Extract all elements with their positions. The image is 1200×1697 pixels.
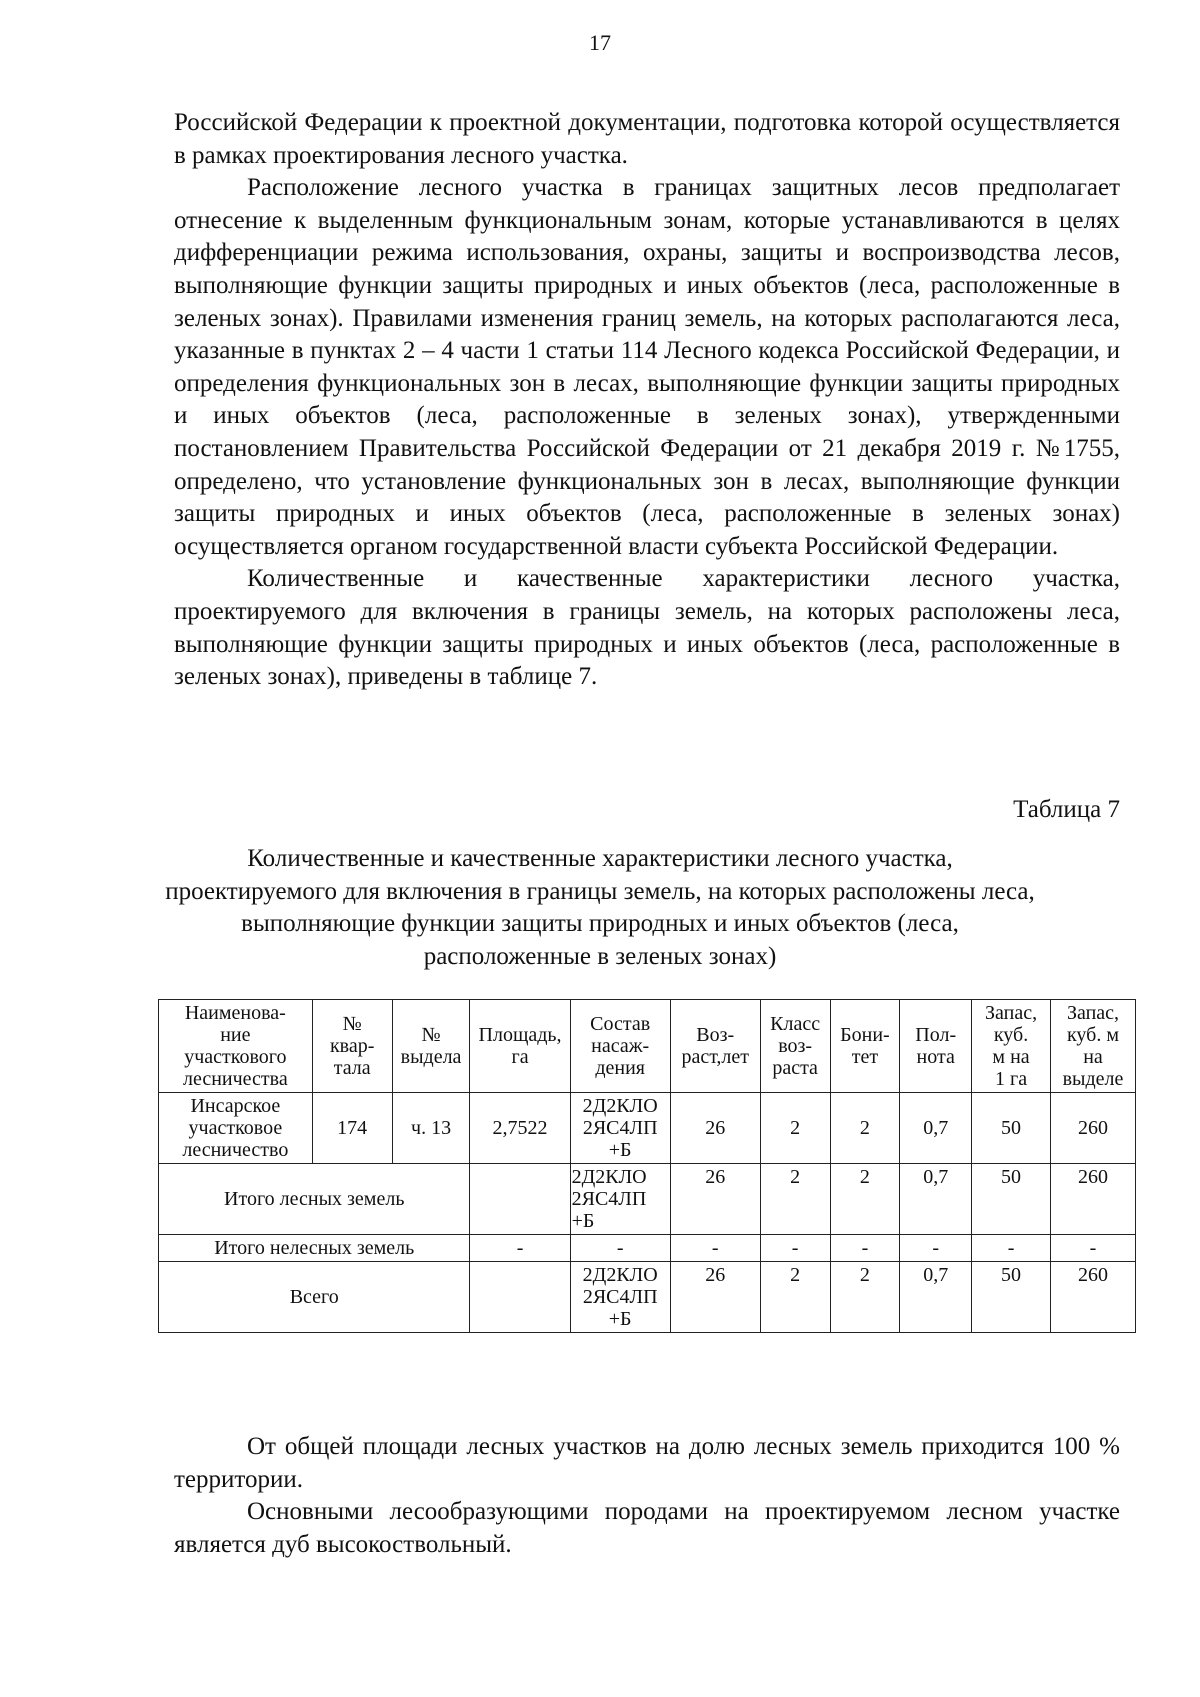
- table-row-forest-total: [159, 1164, 1136, 1235]
- cell-area: 2,7522: [470, 1093, 570, 1164]
- cell-area: [470, 1262, 570, 1333]
- paragraph: Российской Федерации к проектной документации, подготовка которой осуществляется в рамках проектирования лесного участка.: [174, 109, 1120, 169]
- cell-age: 26: [670, 1093, 760, 1164]
- cell-vydel: ч. 13: [392, 1093, 470, 1164]
- body-text-top: [174, 107, 1120, 694]
- cell-bonitet: 2: [830, 1164, 900, 1235]
- paragraph: От общей площади лесных участков на долю лесных земель приходится 100 % территории.: [174, 1433, 1120, 1493]
- cell-polnota: -: [900, 1235, 972, 1262]
- body-text-bottom: [174, 1431, 1120, 1561]
- paragraph: Количественные и качественные характеристики лесного участка, проектируемого для включения в границы земель, на которых расположены леса, выполняющие функции защиты природных и иных объектов (леса, расположенные в зеленых зонах), приведены в таблице 7.: [174, 565, 1120, 691]
- header-polnota: Пол- нота: [900, 1000, 972, 1093]
- cell-age-class: -: [760, 1235, 830, 1262]
- cell-polnota: 0,7: [900, 1262, 972, 1333]
- cell-stock-ha: 50: [972, 1262, 1051, 1333]
- cell-bonitet: 2: [830, 1093, 900, 1164]
- cell-label: Итого нелесных земель: [159, 1235, 470, 1262]
- cell-composition: 2Д2КЛО 2ЯС4ЛП +Б: [570, 1164, 670, 1235]
- header-age: Воз- раст,лет: [670, 1000, 760, 1093]
- header-bonitet: Бони- тет: [830, 1000, 900, 1093]
- header-stock-ha: Запас, куб. м на 1 га: [972, 1000, 1051, 1093]
- header-age-class: Класс воз- раста: [760, 1000, 830, 1093]
- cell-forestry: Инсарское участковое лесничество: [159, 1093, 313, 1164]
- cell-age-class: 2: [760, 1164, 830, 1235]
- cell-area: -: [470, 1235, 570, 1262]
- cell-stock-total: 260: [1050, 1093, 1135, 1164]
- table-row-nonforest-total: [159, 1235, 1136, 1262]
- cell-stock-total: 260: [1050, 1262, 1135, 1333]
- cell-stock-ha: 50: [972, 1093, 1051, 1164]
- cell-age: 26: [670, 1164, 760, 1235]
- header-composition: Состав насаж- дения: [570, 1000, 670, 1093]
- header-kvartal: № квар- тала: [312, 1000, 392, 1093]
- cell-area: [470, 1164, 570, 1235]
- cell-age-class: 2: [760, 1093, 830, 1164]
- table-title: Количественные и качественные характеристики лесного участка, проектируемого для включения в границы земель, на которых расположены леса, выполняющие функции защиты природных и иных объектов (леса, расположенные в зеленых зонах): [165, 845, 1035, 970]
- table-row-grand-total: [159, 1262, 1136, 1333]
- header-forestry: Наименова- ние участкового лесничества: [159, 1000, 313, 1093]
- paragraph: Основными лесообразующими породами на проектируемом лесном участке является дуб высокоствольный.: [174, 1498, 1120, 1558]
- cell-stock-ha: 50: [972, 1164, 1051, 1235]
- header-vydel: № выдела: [392, 1000, 470, 1093]
- cell-age-class: 2: [760, 1262, 830, 1333]
- cell-age: 26: [670, 1262, 760, 1333]
- cell-polnota: 0,7: [900, 1164, 972, 1235]
- cell-label: Всего: [159, 1262, 470, 1333]
- header-stock-total: Запас, куб. м на выделе: [1050, 1000, 1135, 1093]
- table-label: Таблица 7: [1013, 796, 1120, 823]
- cell-bonitet: -: [830, 1235, 900, 1262]
- cell-stock-total: -: [1050, 1235, 1135, 1262]
- cell-composition: 2Д2КЛО 2ЯС4ЛП +Б: [570, 1093, 670, 1164]
- table-header-row: [159, 1000, 1136, 1093]
- cell-composition: -: [570, 1235, 670, 1262]
- header-area: Площадь, га: [470, 1000, 570, 1093]
- cell-label: Итого лесных земель: [159, 1164, 470, 1235]
- cell-bonitet: 2: [830, 1262, 900, 1333]
- cell-polnota: 0,7: [900, 1093, 972, 1164]
- page-number: 17: [589, 30, 611, 55]
- cell-stock-total: 260: [1050, 1164, 1135, 1235]
- table-row: [159, 1093, 1136, 1164]
- cell-stock-ha: -: [972, 1235, 1051, 1262]
- cell-composition: 2Д2КЛО 2ЯС4ЛП +Б: [570, 1262, 670, 1333]
- cell-age: -: [670, 1235, 760, 1262]
- forest-characteristics-table: [158, 999, 1136, 1333]
- cell-kvartal: 174: [312, 1093, 392, 1164]
- paragraph: Расположение лесного участка в границах защитных лесов предполагает отнесение к выделенным функциональным зонам, которые устанавливаются в целях дифференциации режима использования, охраны, защиты и воспроизводства лесов, выполняющие функции защиты природных и иных объектов (леса, расположенные в зеленых зонах). Правилами изменения границ земель, на которых располагаются леса, указанные в пунктах 2 – 4 части 1 статьи 114 Лесного кодекса Российской Федерации, и определения функциональных зон в лесах, выполняющие функции защиты природных и иных объектов (леса, расположенные в зеленых зонах), утвержденными постановлением Правительства Российской Федерации от 21 декабря 2019 г. №1755, определено, что установление функциональных зон в лесах, выполняющие функции защиты природных и иных объектов (леса, расположенные в зеленых зонах) осуществляется органом государственной власти субъекта Российской Федерации.: [174, 174, 1120, 560]
